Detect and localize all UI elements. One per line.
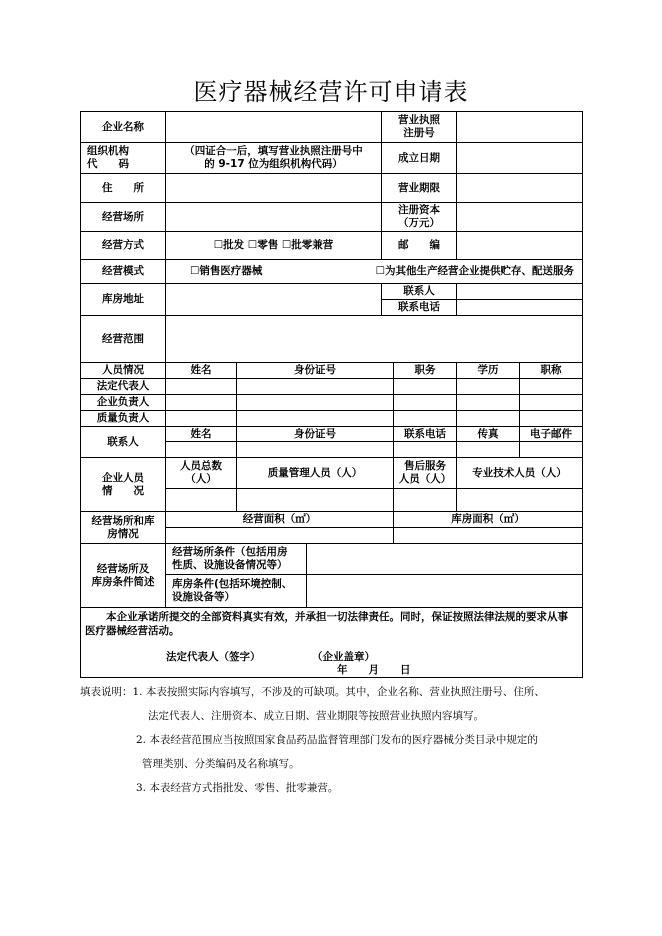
label-found-date: 成立日期	[381, 142, 457, 174]
table-cell[interactable]	[519, 410, 583, 427]
label-contact-phone: 联系电话	[381, 299, 457, 316]
table-cell[interactable]	[456, 488, 583, 512]
table-cell[interactable]	[236, 410, 394, 427]
label-contact: 联系人	[381, 283, 457, 300]
label-capital: 注册资本 （万元）	[381, 202, 457, 232]
warehouse-cond-label: 库房条件(包括环境控制、 设施设备等）	[165, 574, 307, 608]
area-label: 经营场所和库 房情况	[80, 511, 166, 544]
conditions-label: 经营场所及 库房条件简述	[80, 543, 166, 608]
note-line-1: 填表说明：1. 本表按照实际内容填写，不涉及的可缺项。其中，企业名称、营业执照注册号、住所、	[80, 686, 545, 698]
table-cell[interactable]	[165, 488, 237, 512]
table-cell[interactable]	[519, 394, 583, 411]
warehouse-area-header: 库房面积（㎡）	[393, 511, 583, 528]
label-scope: 经营范围	[80, 315, 166, 363]
license-no-field[interactable]	[456, 111, 583, 143]
contact-phone-field[interactable]	[456, 299, 583, 316]
label-company-name: 企业名称	[80, 111, 166, 143]
table-cell[interactable]	[393, 488, 457, 512]
label-org-code: 组织机构 代 码	[80, 142, 166, 174]
pledge-text: 本企业承诺所提交的全部资料真实有效，并承担一切法律责任。同时，保证按照法律法规的要求从事医疗器械经营活动。	[85, 611, 568, 637]
personnel-header-education: 学历	[456, 362, 520, 379]
table-cell[interactable]	[165, 441, 237, 458]
table-cell[interactable]	[236, 378, 394, 395]
pledge-box	[80, 607, 583, 678]
mode-checkboxes[interactable]: ☐批发 ☐零售 ☐批零兼营	[165, 231, 382, 260]
business-term-field[interactable]	[456, 173, 583, 203]
model-option-sales[interactable]: ☐销售医疗器械	[190, 265, 263, 277]
personnel-header-position: 职务	[393, 362, 457, 379]
personnel-header-name: 姓名	[165, 362, 237, 379]
role-company-head: 企业负责人	[80, 394, 166, 411]
capital-field[interactable]	[456, 202, 583, 232]
premises-cond-label: 经营场所条件（包括用房 性质、设施设备情况等）	[165, 543, 307, 575]
org-code-field[interactable]: （四证合一后，填写营业执照注册号中 的 9-17 位为组织机构代码）	[165, 142, 382, 174]
postcode-field[interactable]	[456, 231, 583, 260]
date-label: 年 月 日	[337, 664, 411, 676]
role-legal-rep: 法定代表人	[80, 378, 166, 395]
table-cell[interactable]	[393, 378, 457, 395]
staff-label: 企业人员 情 况	[80, 457, 166, 512]
warehouse-cond-field[interactable]	[306, 574, 583, 608]
note-line-3: 2. 本表经营范围应当按照国家食品药品监督管理部门发布的医疗器械分类目录中规定的	[136, 734, 538, 746]
seal-label: （企业盖章）	[312, 651, 375, 663]
label-premises: 经营场所	[80, 202, 166, 232]
staff-header-aftersales: 售后服务 人员（人）	[393, 457, 457, 489]
table-cell[interactable]	[456, 394, 520, 411]
contact-field[interactable]	[456, 283, 583, 300]
label-postcode: 邮 编	[381, 231, 457, 260]
note-line-2: 法定代表人、注册资本、成立日期、营业期限等按照营业执照内容填写。	[148, 710, 484, 722]
table-cell[interactable]	[165, 410, 237, 427]
residence-field[interactable]	[165, 173, 382, 203]
contact-header-id: 身份证号	[236, 426, 394, 442]
premises-field[interactable]	[165, 202, 382, 232]
contact-header-phone: 联系电话	[393, 426, 457, 442]
table-cell[interactable]	[165, 378, 237, 395]
model-option-storage[interactable]: ☐为其他生产经营企业提供贮存、配送服务	[375, 265, 574, 277]
note-line-5: 3. 本表经营方式指批发、零售、批零兼营。	[136, 782, 339, 794]
premises-cond-field[interactable]	[306, 543, 583, 575]
staff-header-technical: 专业技术人员（人）	[456, 457, 583, 489]
company-name-field[interactable]	[165, 111, 382, 143]
table-cell[interactable]	[456, 441, 520, 458]
scope-field[interactable]	[165, 315, 583, 363]
staff-header-quality: 质量管理人员（人）	[236, 457, 394, 489]
label-business-term: 营业期限	[381, 173, 457, 203]
contact-person-label: 联系人	[80, 426, 166, 458]
table-cell[interactable]	[165, 394, 237, 411]
table-cell[interactable]	[519, 378, 583, 395]
page-title: 医疗器械经营许可申请表	[193, 78, 469, 106]
found-date-field[interactable]	[456, 142, 583, 174]
staff-header-total: 人员总数 （人）	[165, 457, 237, 489]
warehouse-area-field[interactable]	[393, 527, 583, 544]
contact-header-name: 姓名	[165, 426, 237, 442]
table-cell[interactable]	[393, 441, 457, 458]
note-line-4: 管理类别、分类编码及名称填写。	[142, 758, 300, 770]
table-cell[interactable]	[393, 394, 457, 411]
table-cell[interactable]	[236, 394, 394, 411]
label-warehouse-addr: 库房地址	[80, 283, 166, 316]
signature-label: 法定代表人（签字）	[166, 651, 261, 663]
warehouse-addr-field[interactable]	[165, 283, 382, 316]
personnel-header-label: 人员情况	[80, 362, 166, 379]
table-cell[interactable]	[456, 410, 520, 427]
table-cell[interactable]	[456, 378, 520, 395]
table-cell[interactable]	[519, 441, 583, 458]
personnel-header-id: 身份证号	[236, 362, 394, 379]
business-area-header: 经营面积（㎡）	[165, 511, 394, 528]
contact-header-fax: 传真	[456, 426, 520, 442]
table-cell[interactable]	[393, 410, 457, 427]
table-cell[interactable]	[236, 488, 394, 512]
label-residence: 住 所	[80, 173, 166, 203]
label-model: 经营模式	[80, 259, 166, 284]
business-area-field[interactable]	[165, 527, 394, 544]
contact-header-email: 电子邮件	[519, 426, 583, 442]
personnel-header-title: 职称	[519, 362, 583, 379]
label-mode: 经营方式	[80, 231, 166, 260]
label-license-no: 营业执照 注册号	[381, 111, 457, 143]
role-quality-head: 质量负责人	[80, 410, 166, 427]
table-cell[interactable]	[236, 441, 394, 458]
